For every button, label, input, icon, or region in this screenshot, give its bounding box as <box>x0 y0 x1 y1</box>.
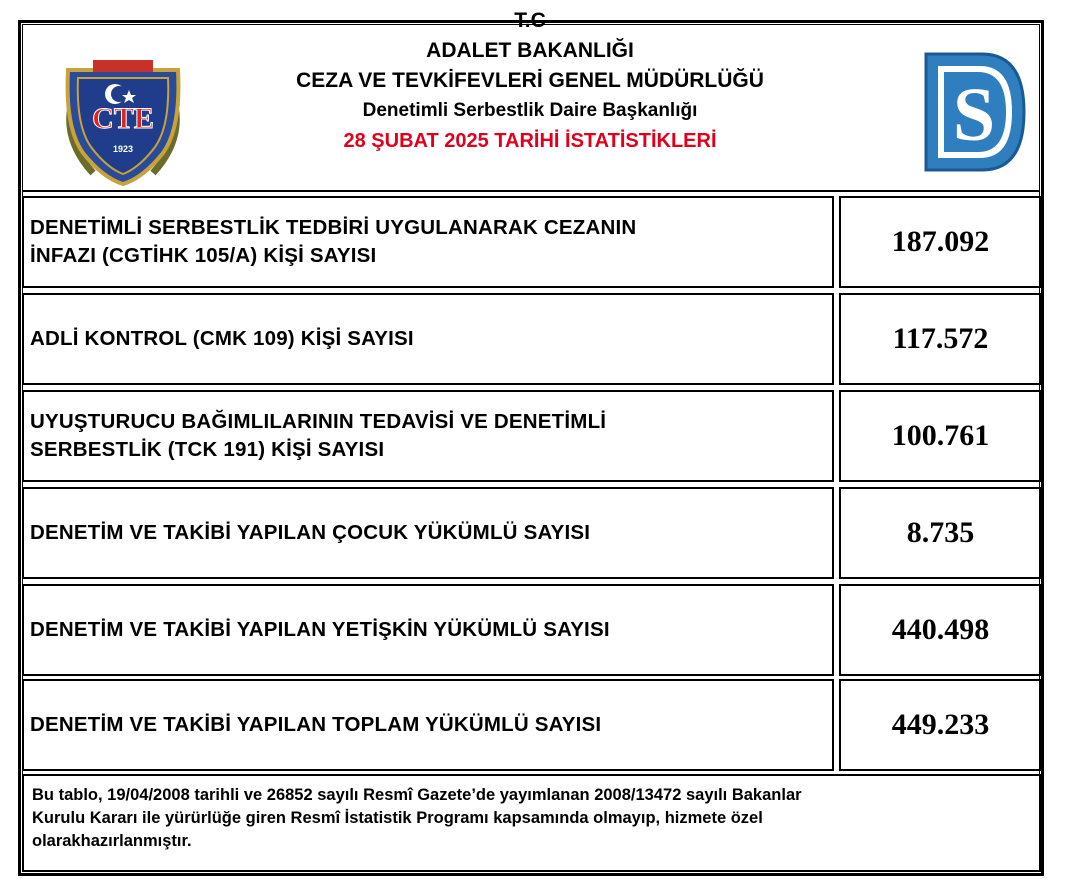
header-line-date: 28 ŞUBAT 2025 TARİHİ İSTATİSTİKLERİ <box>343 130 717 152</box>
header-line-department: Denetimli Serbestlik Daire Başkanlığı <box>362 100 698 121</box>
header-line-directorate: CEZA VE TEVKİFEVLERİ GENEL MÜDÜRLÜĞÜ <box>296 69 764 92</box>
stat-row <box>22 390 1042 482</box>
stat-value: 8.735 <box>839 487 1042 579</box>
stat-row <box>22 487 1042 579</box>
stat-row <box>22 584 1042 676</box>
footer-line: Bu tablo, 19/04/2008 tarihli ve 26852 sayılı Resmî Gazete’de yayımlanan 2008/13472 sayılı Bakanlar <box>32 786 802 804</box>
header-line-tc: T.C <box>514 9 546 32</box>
footer-line: Kurulu Kararı ile yürürlüğe giren Resmî İstatistik Programı kapsamında olmayıp, hizmete özel <box>32 809 763 827</box>
ds-logo-letter: S <box>952 73 996 157</box>
stat-label: DENETİM VE TAKİBİ YAPILAN ÇOCUK YÜKÜMLÜ SAYISI <box>22 487 834 579</box>
stat-value: 100.761 <box>839 390 1042 482</box>
stat-value: 117.572 <box>839 293 1042 385</box>
stat-row <box>22 293 1042 385</box>
stat-value: 440.498 <box>839 584 1042 676</box>
stat-row <box>22 679 1042 771</box>
stat-label: UYUŞTURUCU BAĞIMLILARININ TEDAVİSİ VE DENETİMLİ SERBESTLİK (TCK 191) KİŞİ SAYISI <box>22 390 834 482</box>
footer-note <box>22 774 1042 872</box>
cte-logo-text: CTE <box>92 102 154 135</box>
stat-row <box>22 196 1042 288</box>
stat-value: 449.233 <box>839 679 1042 771</box>
stat-value: 187.092 <box>839 196 1042 288</box>
stat-label: DENETİM VE TAKİBİ YAPILAN TOPLAM YÜKÜMLÜ SAYISI <box>22 679 834 771</box>
header-line-ministry: ADALET BAKANLIĞI <box>426 39 634 62</box>
stat-label: DENETİM VE TAKİBİ YAPILAN YETİŞKİN YÜKÜMLÜ SAYISI <box>22 584 834 676</box>
stat-label: ADLİ KONTROL (CMK 109) KİŞİ SAYISI <box>22 293 834 385</box>
cte-logo-year: 1923 <box>112 144 134 154</box>
ds-logo <box>922 50 1028 174</box>
stat-label: DENETİMLİ SERBESTLİK TEDBİRİ UYGULANARAK CEZANIN İNFAZI (CGTİHK 105/A) KİŞİ SAYISI <box>22 196 834 288</box>
footer-line: olarakhazırlanmıştır. <box>32 832 192 850</box>
header-title-block <box>180 6 880 156</box>
